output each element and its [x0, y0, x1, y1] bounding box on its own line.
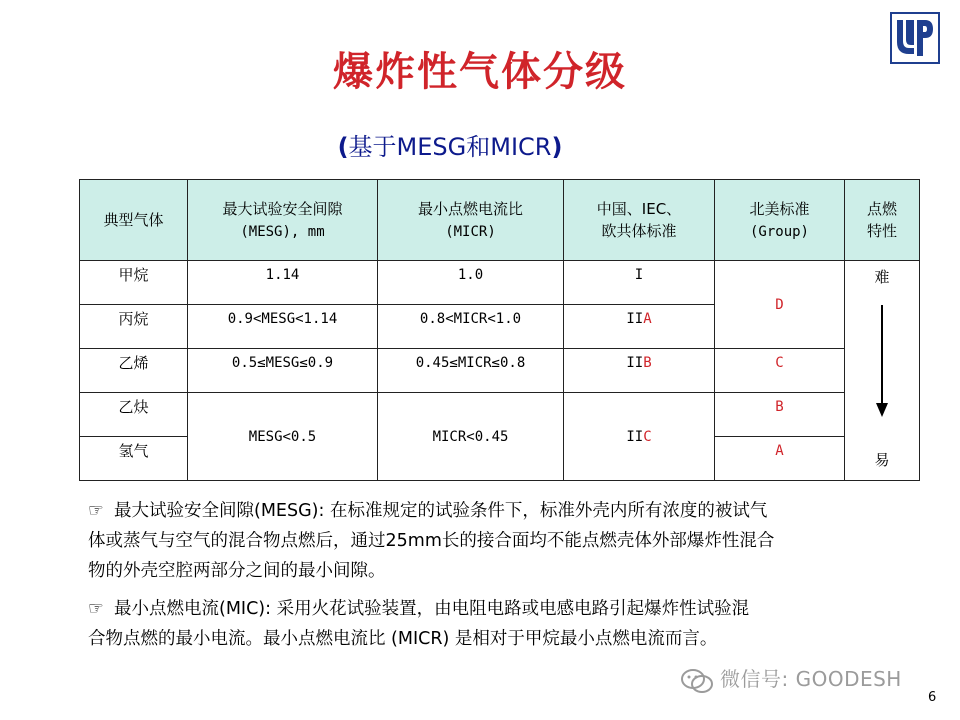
definition-notes — [88, 496, 918, 662]
cell-iec: IIC — [564, 393, 715, 481]
cell-na-group: A — [715, 437, 845, 481]
cell-na-group: C — [715, 349, 845, 393]
header-north-america: 北美标准 (Group) — [715, 180, 845, 261]
subtitle-open-paren: ( — [337, 133, 349, 161]
cell-gas: 丙烷 — [80, 305, 188, 349]
wechat-icon — [680, 668, 714, 694]
cell-micr: MICR<0.45 — [378, 393, 564, 481]
cell-na-group: B — [715, 393, 845, 437]
note-mic: ☞ 最小点燃电流(MIC): 采用火花试验装置，由电阻电路或电感电路引起爆炸性试验混 合物点燃的最小电流。最小点燃电流比 (MICR) 是相对于甲烷最小点燃电流而言。 — [88, 594, 918, 654]
difficulty-hard: 难 — [874, 268, 890, 286]
cell-gas: 乙炔 — [80, 393, 188, 437]
table-row — [80, 393, 920, 437]
hand-pointer-icon: ☞ — [88, 599, 104, 619]
cell-iec: I — [564, 261, 715, 305]
header-ignition: 点燃 特性 — [845, 180, 920, 261]
header-micr: 最小点燃电流比 (MICR) — [378, 180, 564, 261]
gas-classification-table — [79, 179, 920, 481]
subtitle-close-paren: ) — [551, 133, 563, 161]
cell-gas: 乙烯 — [80, 349, 188, 393]
table-row — [80, 349, 920, 393]
header-mesg: 最大试验安全间隙 (MESG), mm — [188, 180, 378, 261]
cell-mesg: 1.14 — [188, 261, 378, 305]
table-header-row — [80, 180, 920, 261]
cell-gas: 甲烷 — [80, 261, 188, 305]
cell-mesg: MESG<0.5 — [188, 393, 378, 481]
header-typical-gas: 典型气体 — [80, 180, 188, 261]
cell-iec: IIA — [564, 305, 715, 349]
arrow-down-icon — [876, 305, 888, 417]
cell-micr: 0.8<MICR<1.0 — [378, 305, 564, 349]
page-number: 6 — [928, 690, 937, 705]
cell-mesg: 0.5≤MESG≤0.9 — [188, 349, 378, 393]
header-iec-standard: 中国、IEC、 欧共体标准 — [564, 180, 715, 261]
cell-micr: 0.45≤MICR≤0.8 — [378, 349, 564, 393]
table-row — [80, 261, 920, 305]
wechat-watermark: 微信号: GOODESH — [680, 663, 902, 694]
cell-na-group: D — [715, 261, 845, 349]
note-mesg: ☞ 最大试验安全间隙(MESG): 在标准规定的试验条件下，标准外壳内所有浓度的被试气 体或蒸气与空气的混合物点燃后，通过25mm长的接合面均不能点燃壳体外部爆炸性混合 物的外壳空腔两部分之间的最小间隙。 — [88, 496, 918, 586]
hand-pointer-icon: ☞ — [88, 501, 104, 521]
slide-subtitle — [0, 127, 900, 162]
cell-ignition-difficulty — [845, 261, 920, 481]
cell-iec: IIB — [564, 349, 715, 393]
slide-title: 爆炸性气体分级 — [333, 49, 627, 95]
cell-gas: 氢气 — [80, 437, 188, 481]
difficulty-easy: 易 — [874, 451, 890, 469]
cell-micr: 1.0 — [378, 261, 564, 305]
subtitle-text: 基于MESG和MICR — [348, 133, 552, 161]
cell-mesg: 0.9<MESG<1.14 — [188, 305, 378, 349]
